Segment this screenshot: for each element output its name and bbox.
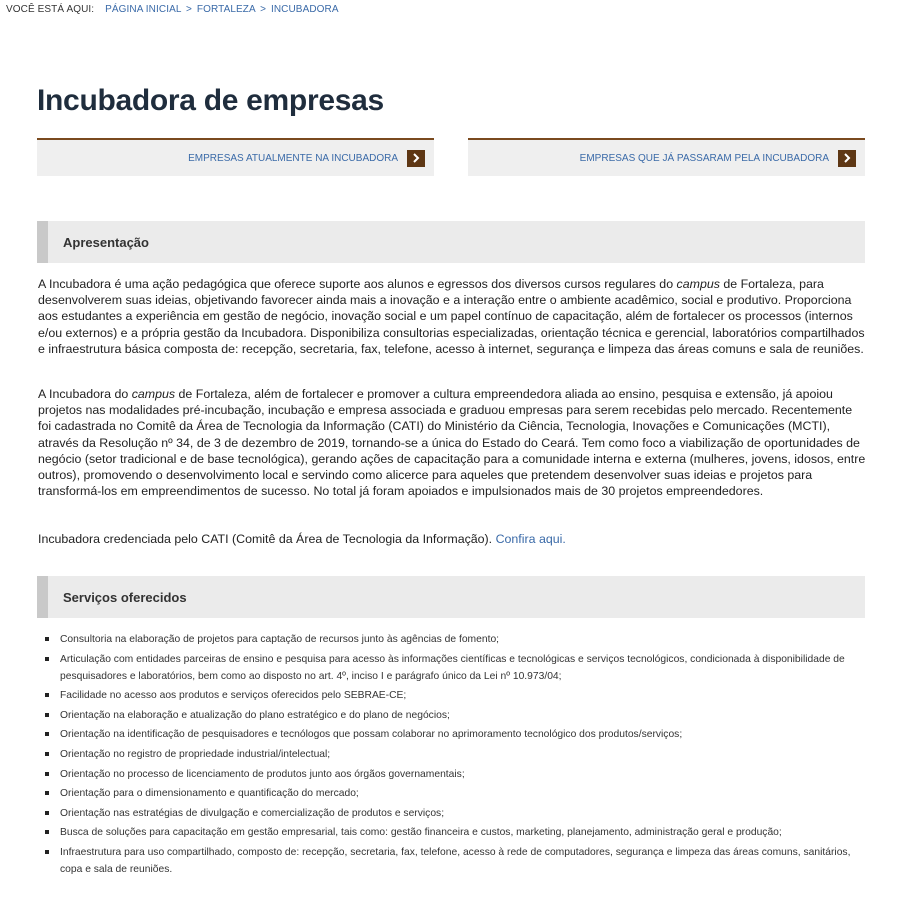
presentation-paragraph-3	[38, 531, 868, 547]
paragraph-text: de Fortaleza, para desenvolverem suas ideias, objetivando favorecer ainda mais a inovação e a interação entre o ambiente acadêmico, social e produtivo. Proporciona aos estudantes a experiência em gestão de negócio, inovação social e um papel contínuo de capacitação, além de fortalecer os processos (internos e/ou externos) e a própria gestão da Incubadora. Disponibiliza consultorias especializadas, orientação técnica e gerencial, laboratórios compartilhados e infraestrutura básica composta de: recepção, secretaria, fax, telefone, acesso à internet, segurança e limpeza das áreas comuns e sala de reuniões.	[38, 277, 865, 356]
list-item: Infraestrutura para uso compartilhado, composto de: recepção, secretaria, fax, telefone, acesso à rede de computadores, segurança e limpeza das áreas comuns, sanitários, copa e sala de reuniões.	[44, 844, 862, 878]
past-companies-link-label[interactable]: EMPRESAS QUE JÁ PASSARAM PELA INCUBADORA	[579, 152, 829, 164]
list-item: Orientação na elaboração e atualização do plano estratégico e do plano de negócios;	[44, 707, 862, 724]
list-item: Orientação nas estratégias de divulgação e comercialização de produtos e serviços;	[44, 805, 862, 822]
paragraph-text: A Incubadora do	[38, 387, 132, 401]
list-item: Orientação para o dimensionamento e quantificação do mercado;	[44, 785, 862, 802]
breadcrumb-separator: >	[260, 4, 267, 15]
breadcrumb-incubadora-link[interactable]: INCUBADORA	[270, 4, 339, 15]
list-item: Articulação com entidades parceiras de ensino e pesquisa para acesso às informações científicas e tecnológicas e serviços tecnológicos, condicionada à disponibilidade de pesquisadores e laboratórios, bem como ao disposto no art. 4º, inciso I e parágrafo único da Lei nº 10.973/04;	[44, 651, 862, 685]
paragraph-text: A Incubadora é uma ação pedagógica que oferece suporte aos alunos e egressos dos diversos cursos regulares do	[38, 277, 677, 291]
page-title: Incubadora de empresas	[37, 84, 384, 117]
presentation-paragraph-2	[38, 386, 868, 499]
breadcrumb-home-link[interactable]: PÁGINA INICIAL	[105, 4, 182, 15]
chevron-right-icon[interactable]	[838, 150, 856, 167]
confira-aqui-link[interactable]: Confira aqui.	[495, 532, 566, 546]
breadcrumb-fortaleza-link[interactable]: FORTALEZA	[196, 4, 256, 15]
list-item: Facilidade no acesso aos produtos e serviços oferecidos pelo SEBRAE-CE;	[44, 687, 862, 704]
breadcrumb	[6, 4, 339, 15]
list-item: Orientação na identificação de pesquisadores e tecnólogos que possam colaborar no aprimoramento tecnológico dos produtos/serviços;	[44, 726, 862, 743]
campus-word: campus	[131, 387, 176, 401]
services-heading: Serviços oferecidos	[37, 576, 865, 618]
breadcrumb-separator: >	[186, 4, 192, 15]
current-companies-link[interactable]	[37, 138, 434, 176]
presentation-heading: Apresentação	[37, 221, 865, 263]
list-item: Busca de soluções para capacitação em gestão empresarial, tais como: gestão financeira e custos, marketing, planejamento, administração geral e produção;	[44, 824, 862, 841]
current-companies-link-label[interactable]: EMPRESAS ATUALMENTE NA INCUBADORA	[188, 152, 398, 164]
services-list	[44, 631, 862, 881]
breadcrumb-label: VOCÊ ESTÁ AQUI:	[6, 4, 95, 15]
list-item: Orientação no processo de licenciamento de produtos junto aos órgãos governamentais;	[44, 766, 862, 783]
paragraph-text: de Fortaleza, além de fortalecer e promover a cultura empreendedora aliada ao ensino, pesquisa e extensão, já apoiou projetos nas modalidades pré-incubação, incubação e empresa associada e graduou empresas para serem recebidas pelo mercado. Recentemente foi cadastrada no Comitê da Área de Tecnologia da Informação (CATI) do Ministério da Ciência, Tecnologia, Inovações e Comunicações (MCTI), através da Resolução nº 34, de 3 de dezembro de 2019, tornando-se a única do Estado do Ceará. Tem como foco a viabilização de oportunidades de negócio (setor tradicional e de base tecnológica), gerando ações de capacitação para a comunidade interna e externa (mulheres, jovens, idosos, entre outros), promovendo o desenvolvimento local e servindo como alicerce para aqueles que pretendem desenvolver suas ideias e projetos para transformá-los em empreendimentos de sucesso. No total já foram apoiados e impulsionados mais de 30 projetos empreendedores.	[38, 387, 866, 499]
paragraph-text: Incubadora credenciada pelo CATI (Comitê da Área de Tecnologia da Informação).	[38, 532, 496, 546]
list-item: Consultoria na elaboração de projetos para captação de recursos junto às agências de fomento;	[44, 631, 862, 648]
campus-word: campus	[676, 277, 720, 291]
past-companies-link[interactable]	[468, 138, 865, 176]
presentation-paragraph-1	[38, 276, 868, 357]
list-item: Orientação no registro de propriedade industrial/intelectual;	[44, 746, 862, 763]
chevron-right-icon[interactable]	[407, 150, 425, 167]
